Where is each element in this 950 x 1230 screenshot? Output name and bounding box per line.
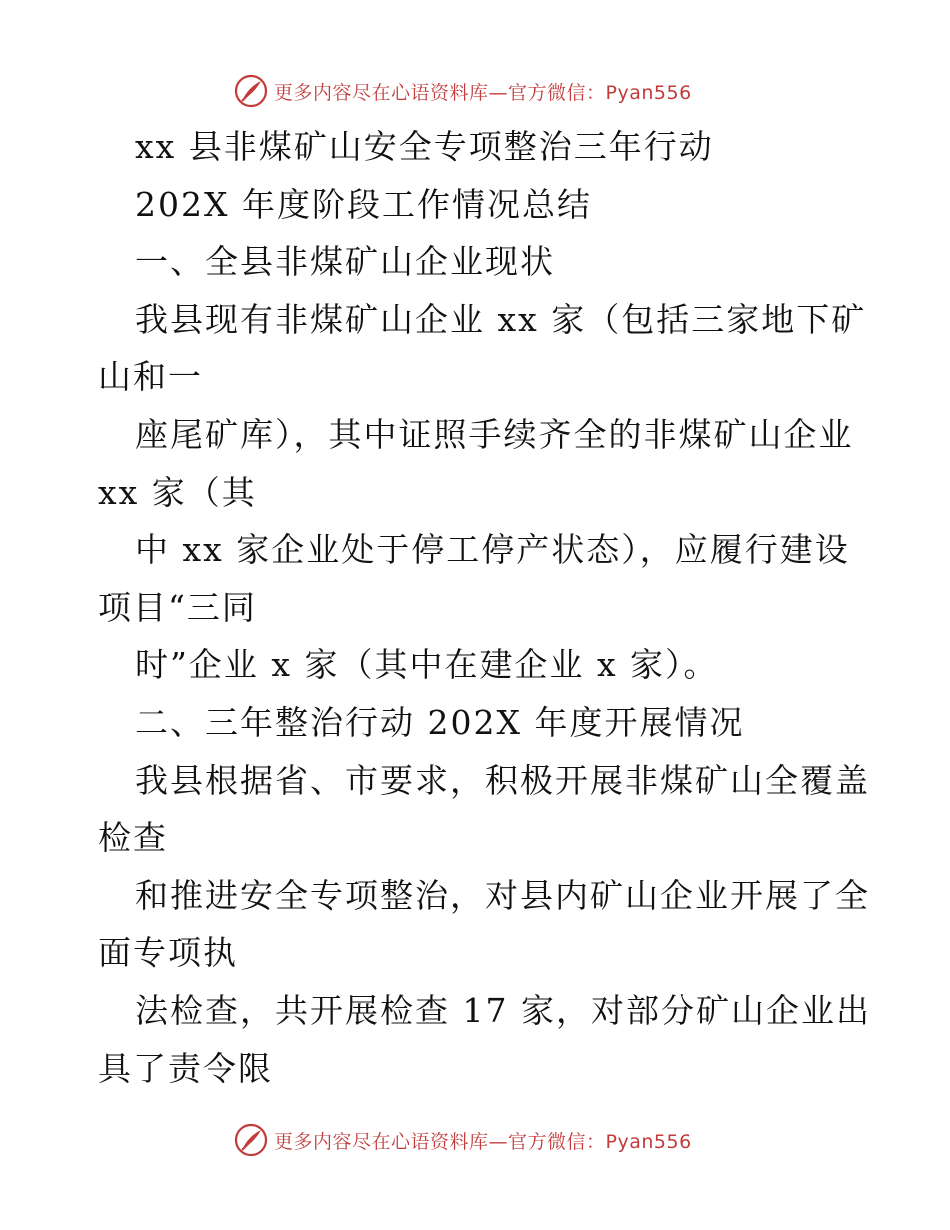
paragraph-line: 座尾矿库），其中证照手续齐全的非煤矿山企业 xyxy=(135,414,854,454)
paragraph-line: 面专项执 xyxy=(98,933,238,973)
paragraph-line: 时”企业 x 家（其中在建企业 x 家）。 xyxy=(135,645,719,685)
watermark-text: 更多内容尽在心语资料库—官方微信：Pyan556 xyxy=(274,81,692,104)
section-heading-1: 一、全县非煤矿山企业现状 xyxy=(135,242,555,282)
section-heading-2: 二、三年整治行动 202X 年度开展情况 xyxy=(135,702,745,742)
feather-quill-logo-icon xyxy=(234,1123,268,1157)
paragraph-line: 法检查，共开展检查 17 家，对部分矿山企业出 xyxy=(135,990,871,1030)
feather-quill-logo-icon xyxy=(234,74,268,108)
footer-watermark xyxy=(234,1120,692,1160)
paragraph-line: 中 xx 家企业处于停工停产状态），应履行建设 xyxy=(135,530,850,570)
paragraph-line: 我县根据省、市要求，积极开展非煤矿山全覆盖 xyxy=(135,760,870,800)
paragraph-line: 我县现有非煤矿山企业 xx 家（包括三家地下矿 xyxy=(135,299,867,339)
doc-title-line-2: 202X 年度阶段工作情况总结 xyxy=(135,184,592,224)
paragraph-line: 和推进安全专项整治，对县内矿山企业开展了全 xyxy=(135,875,870,915)
paragraph-line: 山和一 xyxy=(98,357,203,397)
paragraph-line: 检查 xyxy=(98,818,168,858)
watermark-text: 更多内容尽在心语资料库—官方微信：Pyan556 xyxy=(274,1130,692,1153)
paragraph-line: xx 家（其 xyxy=(98,472,257,512)
document-body xyxy=(98,118,871,1097)
header-watermark xyxy=(234,71,692,111)
doc-title-line-1: xx 县非煤矿山安全专项整治三年行动 xyxy=(135,127,714,166)
paragraph-line: 具了责令限 xyxy=(98,1048,273,1088)
paragraph-line: 项目“三同 xyxy=(98,587,257,627)
